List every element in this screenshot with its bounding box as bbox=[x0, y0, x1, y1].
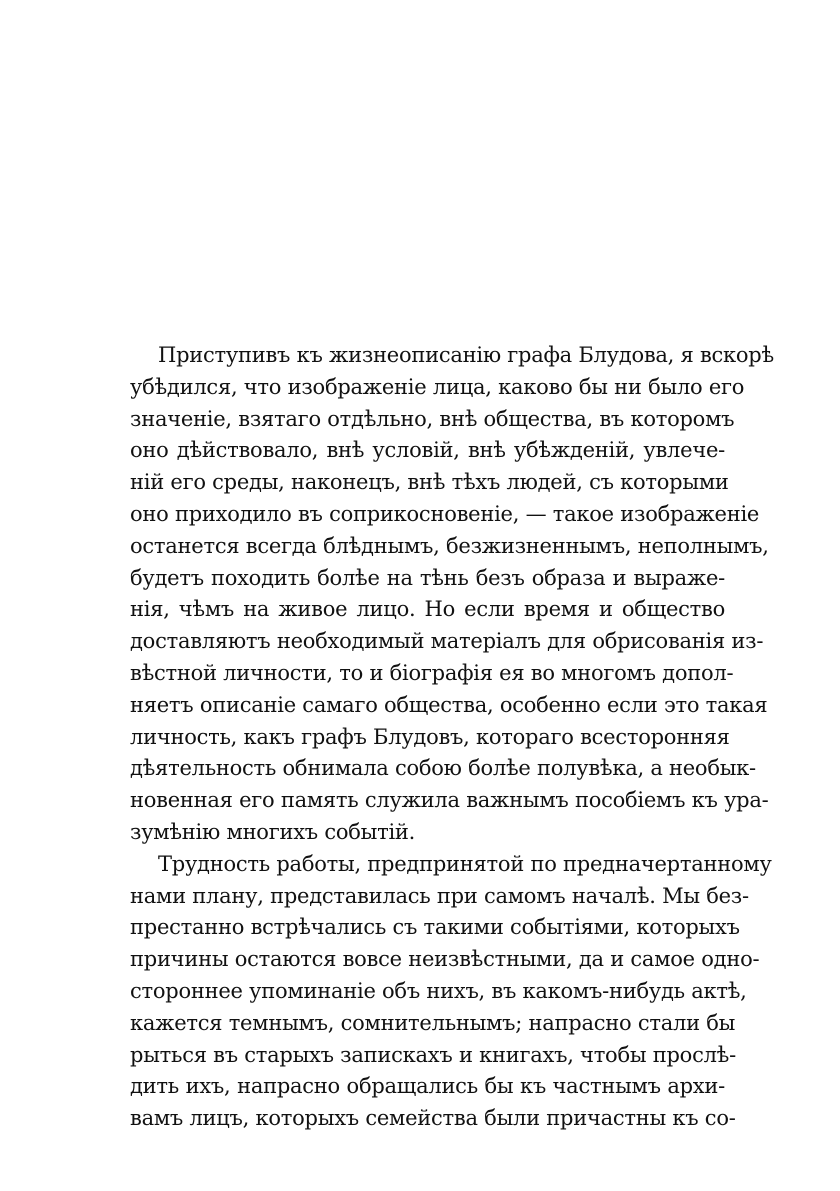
text-line: стороннее упоминаніе объ нихъ, въ какомъ-нибудь актѣ, bbox=[130, 978, 747, 1003]
text-line: причины остаются вовсе неизвѣстными, да и самое одно- bbox=[130, 947, 760, 972]
text-line: новенная его память служила важнымъ пособіемъ къ ура- bbox=[130, 788, 769, 813]
text-line: оно дѣйствовало, внѣ условій, внѣ убѣжденій, увлече- bbox=[130, 438, 725, 463]
text-line: нами плану, представилась при самомъ началѣ. Мы без- bbox=[130, 883, 749, 908]
text-line: Приступивъ къ жизнеописанію графа Блудова, я вскорѣ bbox=[158, 343, 774, 367]
text-line: престанно встрѣчались съ такими событіями, которыхъ bbox=[130, 915, 740, 940]
text-line: вѣстной личности, то и біографія ея во многомъ допол- bbox=[130, 660, 734, 685]
text-line: останется всегда блѣднымъ, безжизненнымъ, неполнымъ, bbox=[130, 533, 769, 558]
text-line: рыться въ старыхъ запискахъ и книгахъ, чтобы прослѣ- bbox=[130, 1042, 736, 1067]
text-line: зумѣнію многихъ событій. bbox=[130, 819, 416, 844]
text-line: убѣдился, что изображеніе лица, каково бы ни было его bbox=[130, 374, 745, 399]
text-line: будетъ походить болѣе на тѣнь безъ образа и выраже- bbox=[130, 565, 725, 590]
text-line: нія, чѣмъ на живое лицо. Но если время и общество bbox=[130, 597, 725, 622]
text-line: доставляютъ необходимый матеріалъ для обрисованія из- bbox=[130, 629, 764, 654]
body-text bbox=[130, 340, 774, 1135]
text-line: Трудность работы, предпринятой по предначертанному bbox=[158, 851, 772, 876]
text-line: личность, какъ графъ Блудовъ, котораго всесторонняя bbox=[130, 724, 730, 749]
text-line: кажется темнымъ, сомнительнымъ; напрасно стали бы bbox=[130, 1010, 736, 1035]
text-line: ній его среды, наконецъ, внѣ тѣхъ людей, съ которыми bbox=[130, 470, 729, 495]
text-line: няетъ описаніе самаго общества, особенно если это такая bbox=[130, 692, 768, 717]
text-line: значеніе, взятаго отдѣльно, внѣ общества, въ которомъ bbox=[130, 406, 735, 431]
text-line: вамъ лицъ, которыхъ семейства были причастны къ со- bbox=[130, 1106, 736, 1131]
text-line: дить ихъ, напрасно обращались бы къ частнымъ архи- bbox=[130, 1074, 725, 1099]
text-line: дѣятельность обнимала собою болѣе полувѣка, а необык- bbox=[130, 756, 756, 781]
text-line: оно приходило въ соприкосновеніе, — такое изображеніе bbox=[130, 501, 760, 526]
